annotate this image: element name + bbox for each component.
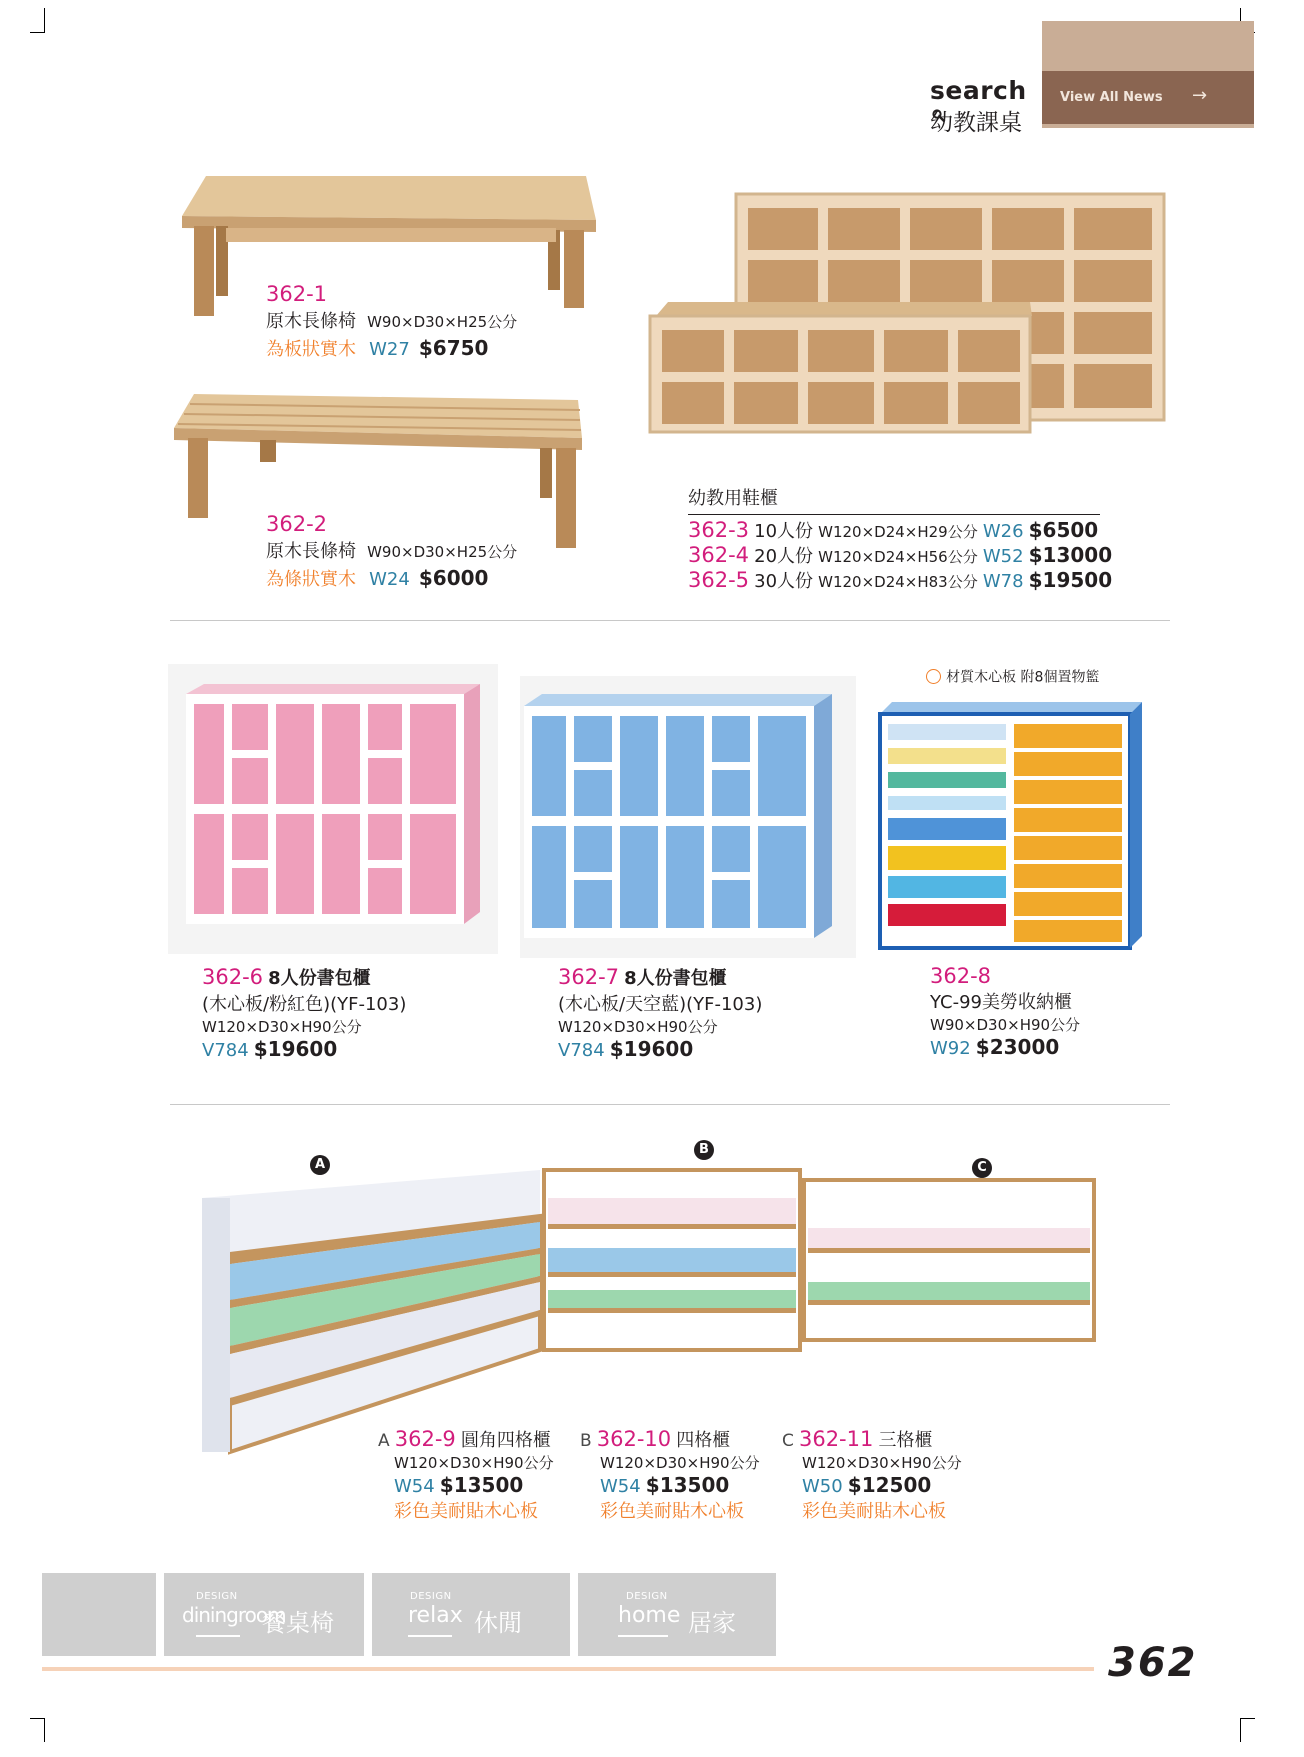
- product-dimensions: W120×D30×H90公分: [600, 1454, 760, 1472]
- product-dimensions: W120×D30×H90公分: [202, 1018, 362, 1036]
- product-weight-code: W50: [802, 1476, 843, 1497]
- product-price: $6000: [418, 566, 489, 590]
- marker-b: B: [694, 1140, 714, 1160]
- nav-design-label: DESIGN: [410, 1591, 452, 1602]
- nav-design-label: DESIGN: [196, 1591, 238, 1602]
- nav-item-home[interactable]: [578, 1573, 776, 1656]
- nav-en-label: home: [618, 1603, 681, 1628]
- product-362-1: [266, 282, 517, 361]
- nav-underline: [618, 1635, 668, 1637]
- product-name: 三格櫃: [878, 1430, 933, 1451]
- product-weight-code: W24: [369, 569, 410, 590]
- product-capacity: 20人份: [754, 546, 814, 567]
- product-362-7: [558, 964, 762, 1061]
- product-price: $19600: [609, 1037, 694, 1061]
- nav-zh-label: 居家: [688, 1609, 736, 1637]
- product-name: 圓角四格櫃: [460, 1430, 551, 1451]
- product-price: $13500: [439, 1473, 524, 1497]
- product-362-2: [266, 512, 517, 591]
- product-price: $13000: [1028, 543, 1113, 567]
- product-weight-code: W27: [369, 339, 410, 360]
- product-code: 362-7: [558, 965, 620, 989]
- product-code: 362-5: [688, 568, 750, 592]
- product-description: (木心板/粉紅色)(YF-103): [202, 994, 407, 1015]
- product-capacity: 10人份: [754, 521, 814, 542]
- product-362-6: [202, 964, 406, 1061]
- product-letter: C: [782, 1431, 794, 1451]
- product-weight-code: W54: [394, 1476, 435, 1497]
- product-dimensions: W120×D30×H90公分: [802, 1454, 962, 1472]
- product-weight-code: W26: [982, 521, 1024, 542]
- shoe-cabinet-heading: 幼教用鞋櫃: [688, 484, 1100, 515]
- product-362-8-note: [926, 666, 1099, 687]
- product-dimensions: W90×D30×H90公分: [930, 1016, 1081, 1034]
- shoe-row: [688, 542, 1113, 568]
- page-number: 362: [1108, 1640, 1198, 1686]
- nav-design-label: DESIGN: [626, 1591, 668, 1602]
- shoe-row: [688, 517, 1100, 543]
- product-code: 362-4: [688, 543, 750, 567]
- product-dimensions: W120×D30×H90公分: [558, 1018, 718, 1036]
- product-price: $6750: [418, 336, 489, 360]
- marker-a: A: [310, 1155, 330, 1175]
- product-letter: A: [378, 1431, 390, 1451]
- product-dimensions: W120×D30×H90公分: [394, 1454, 554, 1472]
- crop-mark-bottom-left: [30, 1718, 58, 1746]
- product-code: 362-9: [394, 1427, 456, 1451]
- view-all-news-button[interactable]: [1042, 71, 1254, 124]
- view-all-news-label: View All News: [1060, 90, 1163, 105]
- product-price: $13500: [645, 1473, 730, 1497]
- product-code: 362-8: [930, 964, 992, 988]
- product-code: 362-10: [596, 1427, 672, 1451]
- crop-mark-top-left: [30, 8, 58, 36]
- product-price: $19500: [1028, 568, 1113, 592]
- product-dimensions: W120×D24×H56公分: [818, 548, 978, 566]
- nav-underline: [196, 1635, 240, 1637]
- product-name: 8人份書包櫃: [268, 968, 371, 989]
- product-weight-code: W54: [600, 1476, 641, 1497]
- product-material: 為條狀實木: [266, 569, 356, 590]
- open-shelves-image: [200, 1160, 1100, 1460]
- product-code: 362-6: [202, 965, 264, 989]
- material-note: 材質木心板 附8個置物籃: [946, 669, 1100, 686]
- product-price: $6500: [1028, 518, 1099, 542]
- shoe-cabinet-table: [688, 484, 1113, 593]
- product-name: 四格櫃: [676, 1430, 731, 1451]
- nav-home-block[interactable]: [42, 1573, 156, 1656]
- art-storage-cabinet-image: [876, 696, 1146, 952]
- product-name: 原木長條椅: [266, 311, 356, 332]
- nav-item-diningroom[interactable]: [164, 1573, 364, 1656]
- product-material: 彩色美耐貼木心板: [600, 1501, 744, 1522]
- product-weight-code: W78: [982, 571, 1024, 592]
- shoe-cabinet-image: [648, 190, 1168, 450]
- product-weight-code: V784: [202, 1040, 249, 1061]
- product-material: 為板狀實木: [266, 339, 356, 360]
- search-label: search: [930, 76, 1027, 105]
- product-weight-code: W92: [930, 1038, 971, 1059]
- product-dimensions: W120×D24×H83公分: [818, 573, 978, 591]
- product-dimensions: W90×D30×H25公分: [367, 543, 518, 561]
- product-362-11: [782, 1426, 962, 1523]
- nav-zh-label: 餐桌椅: [262, 1609, 334, 1637]
- product-material: 彩色美耐貼木心板: [394, 1501, 538, 1522]
- nav-item-relax[interactable]: [372, 1573, 570, 1656]
- nav-en-label: diningroom: [182, 1603, 286, 1627]
- product-price: $19600: [253, 1037, 338, 1061]
- product-capacity: 30人份: [754, 571, 814, 592]
- circle-icon: [926, 669, 941, 684]
- news-panel: [1042, 21, 1254, 128]
- product-code: 362-2: [266, 512, 328, 536]
- product-code: 362-3: [688, 518, 750, 542]
- section-divider: [170, 620, 1170, 621]
- section-divider: [170, 1104, 1170, 1105]
- blue-bookbag-cabinet-image: [520, 676, 856, 958]
- product-weight-code: W52: [982, 546, 1024, 567]
- product-dimensions: W120×D24×H29公分: [818, 523, 978, 541]
- shoe-row: [688, 567, 1113, 593]
- product-price: $12500: [847, 1473, 932, 1497]
- product-362-8: [930, 964, 1080, 1059]
- nav-en-label: relax: [408, 1603, 463, 1628]
- product-code: 362-1: [266, 282, 328, 306]
- product-362-9: [378, 1426, 554, 1523]
- product-dimensions: W90×D30×H25公分: [367, 313, 518, 331]
- product-material: 彩色美耐貼木心板: [802, 1501, 946, 1522]
- crop-mark-bottom-right: [1240, 1718, 1268, 1746]
- product-362-10: [580, 1426, 760, 1523]
- nav-zh-label: 休閒: [474, 1609, 522, 1637]
- arrow-right-icon: →: [1192, 85, 1208, 106]
- product-description: (木心板/天空藍)(YF-103): [558, 994, 763, 1015]
- product-name: 原木長條椅: [266, 541, 356, 562]
- pink-bookbag-cabinet-image: [168, 664, 498, 954]
- product-price: $23000: [975, 1035, 1060, 1059]
- product-letter: B: [580, 1431, 592, 1451]
- nav-underline: [408, 1635, 452, 1637]
- product-name: YC-99美勞收納櫃: [930, 992, 1072, 1013]
- marker-c: C: [972, 1158, 992, 1178]
- footer-line: [42, 1667, 1094, 1671]
- page-title: 幼教課桌: [930, 110, 1022, 136]
- product-weight-code: V784: [558, 1040, 605, 1061]
- product-name: 8人份書包櫃: [624, 968, 727, 989]
- product-code: 362-11: [798, 1427, 874, 1451]
